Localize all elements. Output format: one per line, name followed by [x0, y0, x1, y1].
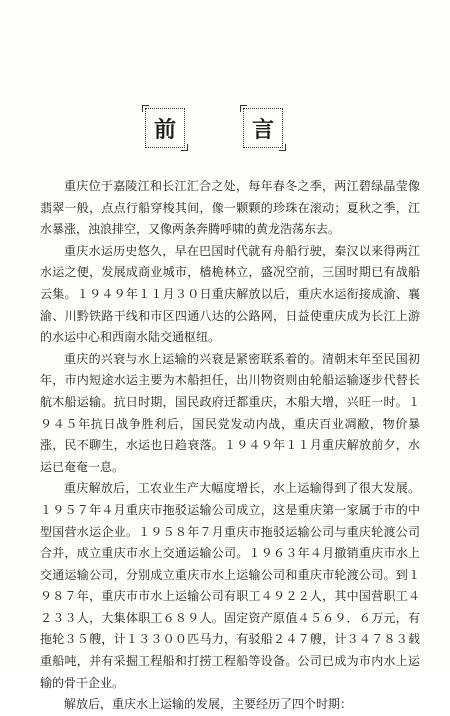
page-title	[0, 108, 450, 152]
title-char-2: 言	[251, 116, 274, 143]
body-text	[40, 176, 420, 716]
title-char-box-1	[145, 108, 185, 148]
title-char-box-2	[243, 108, 283, 148]
paragraph: 重庆水运历史悠久，早在巴国时代就有舟船行驶，秦汉以来得两江水运之便，发展成商业城市，樯桅林立，盛况空前，三国时期已有战船云集。１９４９年１１月３０日重庆解放以后，重庆水运衔接成渝、襄渝、川黔铁路干线和市区四通八达的公路网，日益使重庆成为长江上游的水运中心和西南水陆交通枢纽。	[40, 243, 420, 345]
paragraph: 重庆解放后，工农业生产大幅度增长，水上运输得到了很大发展。１９５７年４月重庆市拖驳运输公司成立，这是重庆第一家属于市的中型国营水运企业。１９５８年７月重庆市拖驳运输公司与重庆轮渡公司合并，成立重庆市水上交通运输公司。１９６３年４月撤销重庆市水上交通运输公司，分别成立重庆市水上运输公司和重庆市轮渡公司。到１９８７年，重庆市市水上运输公司有职工４９２２人，其中国营职工４２３３人，大集体职工６８９人。固定资产原值４５６９．６万元，有拖轮３５艘，计１３３００匹马力，有驳船２４７艘，计３４７８３载重船吨，并有采掘工程船和打捞工程船等设备。公司已成为市内水上运输的骨干企业。	[40, 481, 420, 690]
paragraph: 重庆位于嘉陵江和长江汇合之处，每年春冬之季，两江碧绿晶莹像翡翠一般，点点行船穿梭其间，像一颗颗的珍珠在滚动；夏秋之季，江水暴涨，浊浪排空，又像两条奔腾呼啸的黄龙浩荡东去。	[40, 179, 420, 237]
paragraph: 解放后，重庆水上运输的发展，主要经历了四个时期：	[64, 697, 353, 712]
paragraph: 重庆的兴衰与水上运输的兴衰是紧密联系着的。清朝末年至民国初年，市内短途水运主要为木船担任，出川物资则由轮船运输逐步代替长航木船运输。抗日时期，国民政府迁都重庆，木船大增，兴旺一时。１９４５年抗日战争胜利后，国民党发动内战，重庆百业凋敝，物价暴涨，民不聊生，水运也日趋衰落。１９４９年１１月重庆解放前夕，水运已奄奄一息。	[40, 351, 420, 474]
title-char-1: 前	[153, 116, 176, 143]
